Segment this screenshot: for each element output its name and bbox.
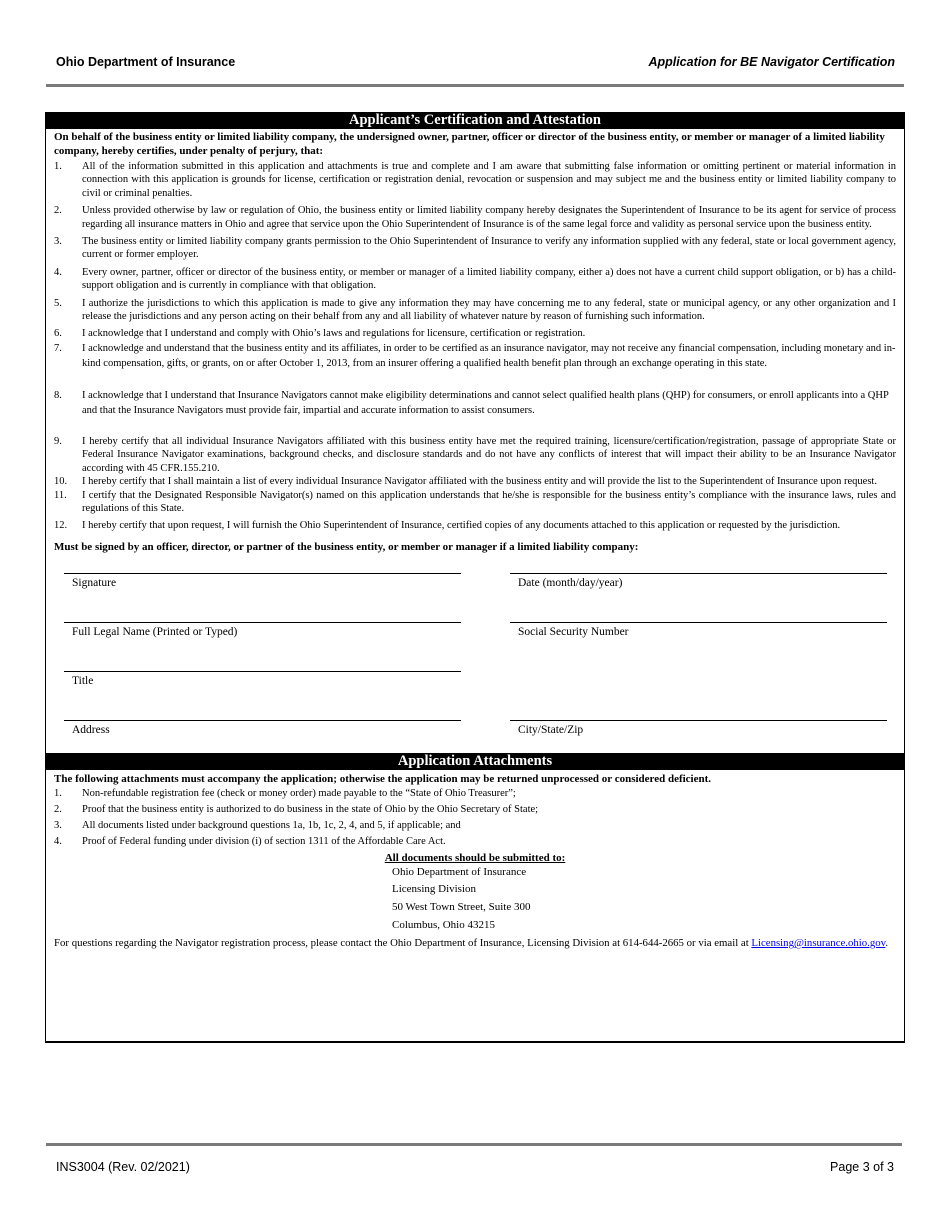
item-text: Proof of Federal funding under division (i) of section 1311 of the Affordable Care Act. [82, 835, 446, 847]
item-text: I authorize the jurisdictions to which this application is made to give any information they may have concerning me to any federal, state or municipal agency, or any other organization and I release the jurisdictions and any person acting on their behalf from any and all liability of whatever nature by reason of furnishing such information. [82, 297, 896, 323]
attachments-title: Application Attachments [46, 753, 904, 770]
certification-item [54, 341, 896, 372]
item-text: Non-refundable registration fee (check or money order) made payable to the “State of Ohio Treasurer”; [82, 787, 516, 799]
mailing-address [392, 864, 904, 934]
full-name-label: Full Legal Name (Printed or Typed) [72, 625, 238, 638]
address-line-3: 50 West Town Street, Suite 300 [392, 900, 531, 913]
item-text: I hereby certify that all individual Insurance Navigators affiliated with this business entity have met the required training, licensure/certification/registration, passage of appropriate State or Federal Insurance Navigator examinations, background checks, and disclosure standards and do not have any conflicts of interest that will impact their ability to be an Insurance Navigator according with 45 CFR.155.210. [82, 435, 896, 474]
item-number: 2. [54, 803, 62, 815]
address-line-1: Ohio Department of Insurance [392, 865, 527, 878]
ssn-line[interactable] [510, 622, 887, 623]
attachments-intro: The following attachments must accompany the application; otherwise the application may be returned unprocessed or considered deficient. [54, 772, 712, 785]
contact-end: . [885, 937, 889, 950]
item-number: 1. [54, 787, 62, 799]
certification-intro: On behalf of the business entity or limited liability company, the undersigned owner, partner, officer or director of the business entity, or member or manager of a limited liability company, hereby certifies, under penalty of perjury, that: [54, 131, 885, 157]
ssn-label: Social Security Number [518, 625, 629, 638]
item-text: All documents listed under background questions 1a, 1b, 1c, 2, 4, and 5, if applicable; and [82, 819, 461, 831]
attachment-item [54, 788, 896, 799]
item-number: 12. [54, 520, 68, 532]
item-text: I certify that the Designated Responsible Navigator(s) named on this application understands that he/she is responsible for the business entity’s compliance with the insurance laws, rules and regulations of this State. [82, 489, 896, 514]
date-line[interactable] [510, 573, 887, 574]
item-text: Every owner, partner, officer or director of the business entity, or member or manager of a limited liability company, either a) does not have a current child support obligation, or b) has a child-support obligation and is currently in compliance with that obligation. [82, 266, 896, 292]
signature-requirement: Must be signed by an officer, director, or partner of the business entity, or member or manager if a limited liability company: [54, 540, 639, 553]
address-line[interactable] [64, 720, 461, 721]
item-number: 1. [54, 161, 62, 172]
item-number: 11. [54, 489, 67, 501]
certification-item [54, 489, 896, 516]
address-label: Address [72, 723, 110, 736]
contact-text: For questions regarding the Navigator registration process, please contact the Ohio Department of Insurance, Licensing Division at 614-644-2665 or via email at [54, 937, 749, 950]
city-state-zip-line[interactable] [510, 720, 887, 721]
contact-info [54, 936, 896, 950]
item-text: Unless provided otherwise by law or regulation of Ohio, the business entity or limited liability company hereby designates the Superintendent of Insurance to be its agent for service of process regarding all insurance matters in Ohio and agree that service upon the Ohio Superintendent of Insurance is of the same legal force and validity as personal service upon the business entity. [82, 205, 896, 230]
attachment-item [54, 836, 896, 847]
item-text: The business entity or limited liability company grants permission to the Ohio Superintendent of Insurance to verify any information supplied with any federal, state or local government agency, current or former employer. [82, 236, 896, 261]
item-text: I hereby certify that upon request, I will furnish the Ohio Superintendent of Insurance, certified copies of any documents attached to this application or requested by the jurisdiction. [82, 520, 841, 532]
certification-item [54, 435, 896, 475]
item-number: 10. [54, 476, 68, 488]
email-link[interactable]: Licensing@insurance.ohio.gov [751, 937, 886, 950]
item-text: All of the information submitted in this application and attachments is true and complete and I am aware that submitting false information or omitting pertinent or material information in connection with this application is grounds for license, certification or registration denial, revocation or suspension and may subject me and the business entity or limited liability company to civil or criminal penalties. [82, 161, 896, 199]
certification-item [54, 297, 896, 324]
certification-item [54, 327, 896, 340]
item-number: 6. [54, 328, 62, 340]
item-text: I acknowledge that I understand that Insurance Navigators cannot make eligibility determinations and cannot select qualified health plans (QHP) for consumers, or enroll applicants into a QHP and that the Insurance Navigators must provide fair, impartial and accurate information to assist consumers. [82, 389, 889, 417]
header-rule [46, 84, 904, 87]
signature-label: Signature [72, 576, 117, 589]
form-number: INS3004 (Rev. 02/2021) [56, 1160, 190, 1174]
agency-name: Ohio Department of Insurance [56, 55, 236, 69]
certification-list [54, 160, 896, 533]
certification-item [54, 519, 896, 532]
full-name-line[interactable] [64, 622, 461, 623]
title-label: Title [72, 674, 94, 687]
certification-item [54, 266, 896, 293]
attachment-item [54, 804, 896, 815]
certification-item [54, 204, 896, 231]
address-line-2: Licensing Division [392, 883, 477, 896]
item-text: I acknowledge that I understand and comply with Ohio’s laws and regulations for licensure, certification or registration. [82, 328, 586, 340]
item-number: 8. [54, 389, 62, 401]
item-number: 4. [54, 266, 62, 278]
submit-heading: All documents should be submitted to: [384, 851, 566, 864]
item-number: 9. [54, 435, 62, 447]
item-text: I acknowledge and understand that the business entity and its affiliates, in order to be certified as an insurance navigator, may not receive any financial compensation, including monetary and in-kind compensation, gifts, or grants, on or after October 1, 2013, from an insurer offering a qualified health benefit plan through an exchange operating in this state. [82, 342, 896, 370]
date-label: Date (month/day/year) [518, 576, 623, 589]
title-line[interactable] [64, 671, 461, 672]
form-title: Application for BE Navigator Certification [648, 55, 895, 69]
item-text: I hereby certify that I shall maintain a list of every individual Insurance Navigator affiliated with the business entity and will provide the list to the Superintendent of Insurance upon request. [82, 476, 877, 488]
item-number: 2. [54, 205, 62, 217]
address-line-4: Columbus, Ohio 43215 [392, 918, 495, 931]
attachment-item [54, 820, 896, 831]
certification-item [54, 388, 896, 419]
form-frame [45, 112, 905, 1043]
item-number: 5. [54, 297, 62, 309]
certification-item [54, 160, 896, 200]
certification-item [54, 235, 896, 262]
city-state-zip-label: City/State/Zip [518, 723, 584, 736]
item-number: 3. [54, 236, 62, 248]
certification-title: Applicant’s Certification and Attestation [46, 112, 904, 129]
page-number: Page 3 of 3 [830, 1160, 894, 1174]
item-text: Proof that the business entity is authorized to do business in the state of Ohio by the Ohio Secretary of State; [82, 803, 539, 815]
item-number: 7. [54, 342, 62, 354]
signature-section [46, 553, 904, 753]
footer-rule [46, 1143, 902, 1146]
signature-line[interactable] [64, 573, 461, 574]
certification-item [54, 475, 896, 488]
item-number: 3. [54, 819, 62, 831]
item-number: 4. [54, 835, 62, 847]
